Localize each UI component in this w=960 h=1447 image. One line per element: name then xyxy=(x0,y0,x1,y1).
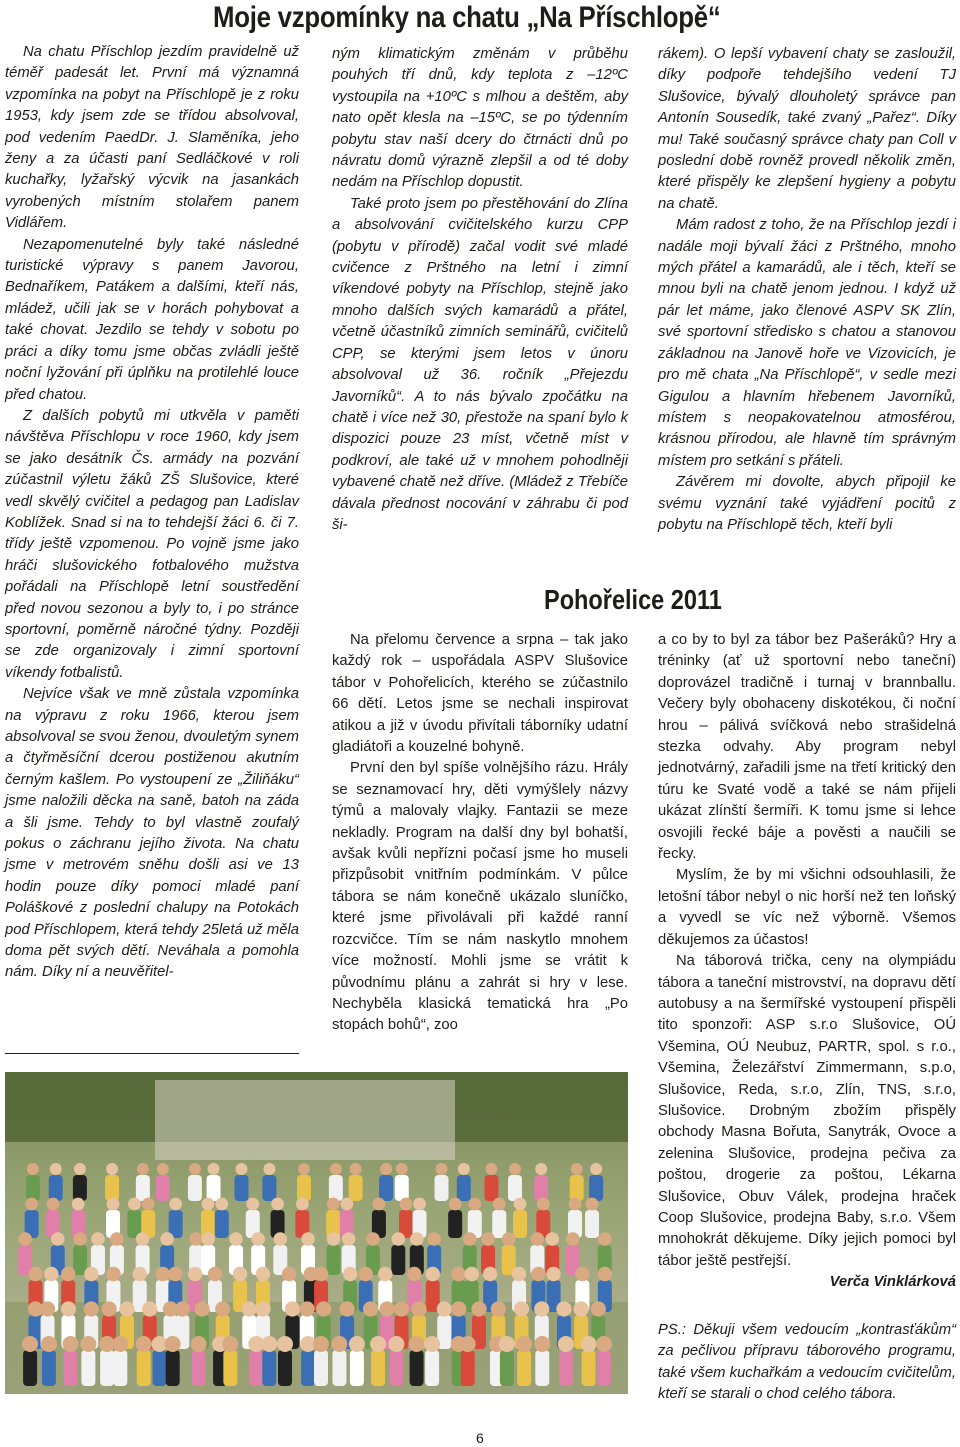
column-4 xyxy=(332,630,628,1037)
paragraph: a co by to byl za tábor bez Pašeráků? Hry a tréninky (ať už sportovní nebo taneční) doprovázel tradičně i turnaj v brannballu. Večery byly obohaceny diskotékou, či noční hrou – pálivá svíčková nebo strašidelná stezka odvahy. Aby program nebyl jednotvárný, zařadili jsme na třetí kritický den túru ke Svaté vodě a také se nám přijeli ukázat zlínští šermíři. K tomu jsme si lehce osvojili řecké báje a pověsti a naučili se řecky. xyxy=(658,632,956,863)
paragraph: ným klimatickým změnám v průběhu pouhých tří dnů, kdy teplota z –12ºC vystoupila na +10ºC s mlhou a deštěm, aby nato opět klesla na –15ºC, se po týdenním pobytu stav naší dcery do čtrnácti dnů po návratu domů výrazně zlepšil a od té doby nedám na Příschlop dopustit. xyxy=(332,46,628,191)
article-title: Moje vzpomínky na chatu „Na Příschlopě“ xyxy=(213,1,721,34)
group-photo-image xyxy=(5,1072,628,1394)
divider xyxy=(5,1053,299,1054)
signature: Verča Vinklárková xyxy=(829,1274,956,1291)
column-1 xyxy=(5,42,299,984)
page-number: 6 xyxy=(476,1430,484,1446)
paragraph: První den byl spíše volnějšího rázu. Hrály se seznamovací hry, děti vymýšlely názvy týmů a malovaly vlajky. Fantazii se meze nekladly. Program na další dny byl bohatší, avšak kvůli nepřízni počasí jsme ho museli přizpůsobit vnitřním podmínkám. V půlce tábora se nám konečně ukázalo sluníčko, které jsme přivolávali při každé ranní rozcvičce. Tím se nám naskytlo mnohem více možností. Mohli jsme se vrátit k původnímu plánu a zahrát si hry v lese. Nechyběla klasická tematická hra „Po stopách bohů“, zoo xyxy=(332,760,628,1034)
group-photo xyxy=(5,1072,628,1394)
column-2 xyxy=(332,44,628,536)
paragraph: rákem). O lepší vybavení chaty se zasloužil, díky podpoře tehdejšího vedení TJ Slušovice, bývalý dlouholetý správce pan Antonín Sousedík, také zvaný „Pařez“. Díky mu! Také současný správce chaty pan Coll v poslední době rovněž provedl několik změn, které přispěly ke zlepšení hygieny a pobytu na chatě. xyxy=(658,46,956,212)
paragraph: Nejvíce však ve mně zůstala vzpomínka na výpravu z roku 1966, kterou jsem absolvoval se svou ženou, dvouletým synem a čtyřměsíční dcerou postiženou akutním černým kašlem. Po vystoupení ze „Žiliňáku“ jsme naložili děcka na saně, batoh na záda a šli jsme. Tehdy to byl vlastně zoufalý pokus o záchranu jejího života. Na chatu jsme v metrovém sněhu došli asi ve 13 hodin pouze díky pomoci mladé paní Poláškové z poslední chalupy na Potokách pod Příschlopem, která tehdy 25letá už měla doma pět svých dětí. Neváhala a pomohla nám. Díky ní a neuvěřitel- xyxy=(5,686,299,981)
paragraph: Z dalších pobytů mi utkvěla v paměti návštěva Příschlopu v roce 1960, kdy jsem se jako desátník Čs. armády na pozvání zúčastnil výletu žáků ZŠ Slušovice, které vedl skvělý cvičitel a pedagog pan Ladislav Koblížek. Snad si na to tehdejší žáci 6. či 7. třídy ještě vzpomenou. Po vojně jsme jako hráči slušovického fotbalového mužstva pořádali na Příschlopě letní soustředění před novou sezonou a byly to, i po stránce sportovní, poměrně náročné týdny. Později se zde organizovaly i zimní sportovní víkendy fotbalistů. xyxy=(5,407,299,681)
paragraph: Závěrem mi dovolte, abych připojil ke svému vyznání také vyjádření pocitů z pobytu na Příschlopě těch, kteří byli xyxy=(658,474,956,533)
paragraph: Na chatu Příschlop jezdím pravidelně už téměř padesát let. První má významná vzpomínka na pobyt na Příschlopě je z roku 1953, kdy jsem zde se třídou absolvoval, pod vedením PaedDr. J. Slaměníka, jeho ženy a za účasti paní Sedláčkové v roli kuchařky, lyžařský výcvik na jasankách vyrobených místním stolařem panem Vidlářem. xyxy=(5,44,299,232)
paragraph: Nezapomenutelné byly také následné turistické výpravy s panem Javorou, Bednaříkem, Patákem a dalšími, kteří nás, mládež, učili jak se v horách pohybovat a také chovat. Jezdilo se tehdy v sobotu po práci a díky tomu jsme občas zvládli ještě noční lyžování při úplňku na protilehlé louce před chatou. xyxy=(5,236,299,403)
paragraph: Myslím, že by mi všichni odsouhlasili, že letošní tábor nebyl o nic horší než ten loňský a vyvedl se víc než výborně. Všemos děkujemos za účastos! xyxy=(658,867,956,948)
paragraph: Na přelomu července a srpna – tak jako každý rok – uspořádala ASPV Slušovice tábor v Pohořelicích, kterého se zúčastnilo 66 dětí. Letos jsme se nechali inspirovat atikou a již v úvodu přivítali táborníky udatní gladiátoři a kouzelné bohyně. xyxy=(332,632,628,756)
section-title: Pohořelice 2011 xyxy=(544,584,722,615)
paragraph: Mám radost z toho, že na Příschlop jezdí i nadále moji bývalí žáci z Prštného, mnoho mých přátel a kamarádů, ale i těch, kteří se mnou byli na chatě jenom jednou. I když už pár let máme, jako členové ASPV SK Zlín, své sportovní středisko s chatou a stanovou základnou na Janově hoře ve Vizovicích, je pro mě chata „Na Příschlopě“, v sedle mezi Gigulou a hlavním hřebenem Javorníků, místem s neopakovatelnou atmosférou, krásnou přírodou, ale hlavně tím správným místem pro setkání s přáteli. xyxy=(658,217,956,469)
column-3 xyxy=(658,44,956,536)
paragraph: Na táborová trička, ceny na olympiádu tábora a taneční mistrovství, na dopravu dětí autobusy a na šermířské vystoupení přispěli tito sponzoři: ASP s.r.o Slušovice, OÚ Všemina, OÚ Neubuz, PARTR, spol. s r.o., Všemina, Železářství Zimmermann, s.p.o, Slušovice, Reda, s.r.o, Zlín, TNS, s.r.o, Slušovice. Drobným zbožím přispěly obchody Masna Bořuta, Sanytrák, Ovoce a zelenina Slušovice, prodejna pečiva za poštou, drogerie za poštou, Lékarna Slušovice, Obuv Válek, prodejna hraček Coop Slušovice, prodejna Baby, s.r.o. Všem mnohokrát děkujeme. Díky jejich pomoci byl tábor ještě pestřejší. xyxy=(658,953,956,1269)
column-5 xyxy=(658,630,956,1294)
postscript: PS.: Děkuji všem vedoucím „kontrasťákům“ za pečlivou přípravu táborového programu, také všem kuchařkám a vedoucím cvičitelům, kteří se starali o chod celého tábora. xyxy=(658,1322,956,1403)
paragraph: Také proto jsem po přestěhování do Zlína a absolvování cvičitelského kurzu CPP (pobytu v přírodě) začal vodit své mladé cvičence z Prštného na letní i zimní víkendové pobyty na Příschlop, stejně jako mnoho dalších svých kamarádů a přátel, včetně účastníků zimních seminářů, cvičitelů CPP, se kterými jsem letos v únoru absolvoval už 36. ročník „Přejezdu Javorníků“. A to nás bývalo zpočátku na chatě i více než 30, přestože na spaní bylo k dispozici pouze 23 míst, včetně míst v podkroví, ale také už v mnohem pohodlněji vybavené chatě než dříve. (Mládež z Třebíče dávala přednost nocování v záhrabu či pod ši- xyxy=(332,195,628,533)
